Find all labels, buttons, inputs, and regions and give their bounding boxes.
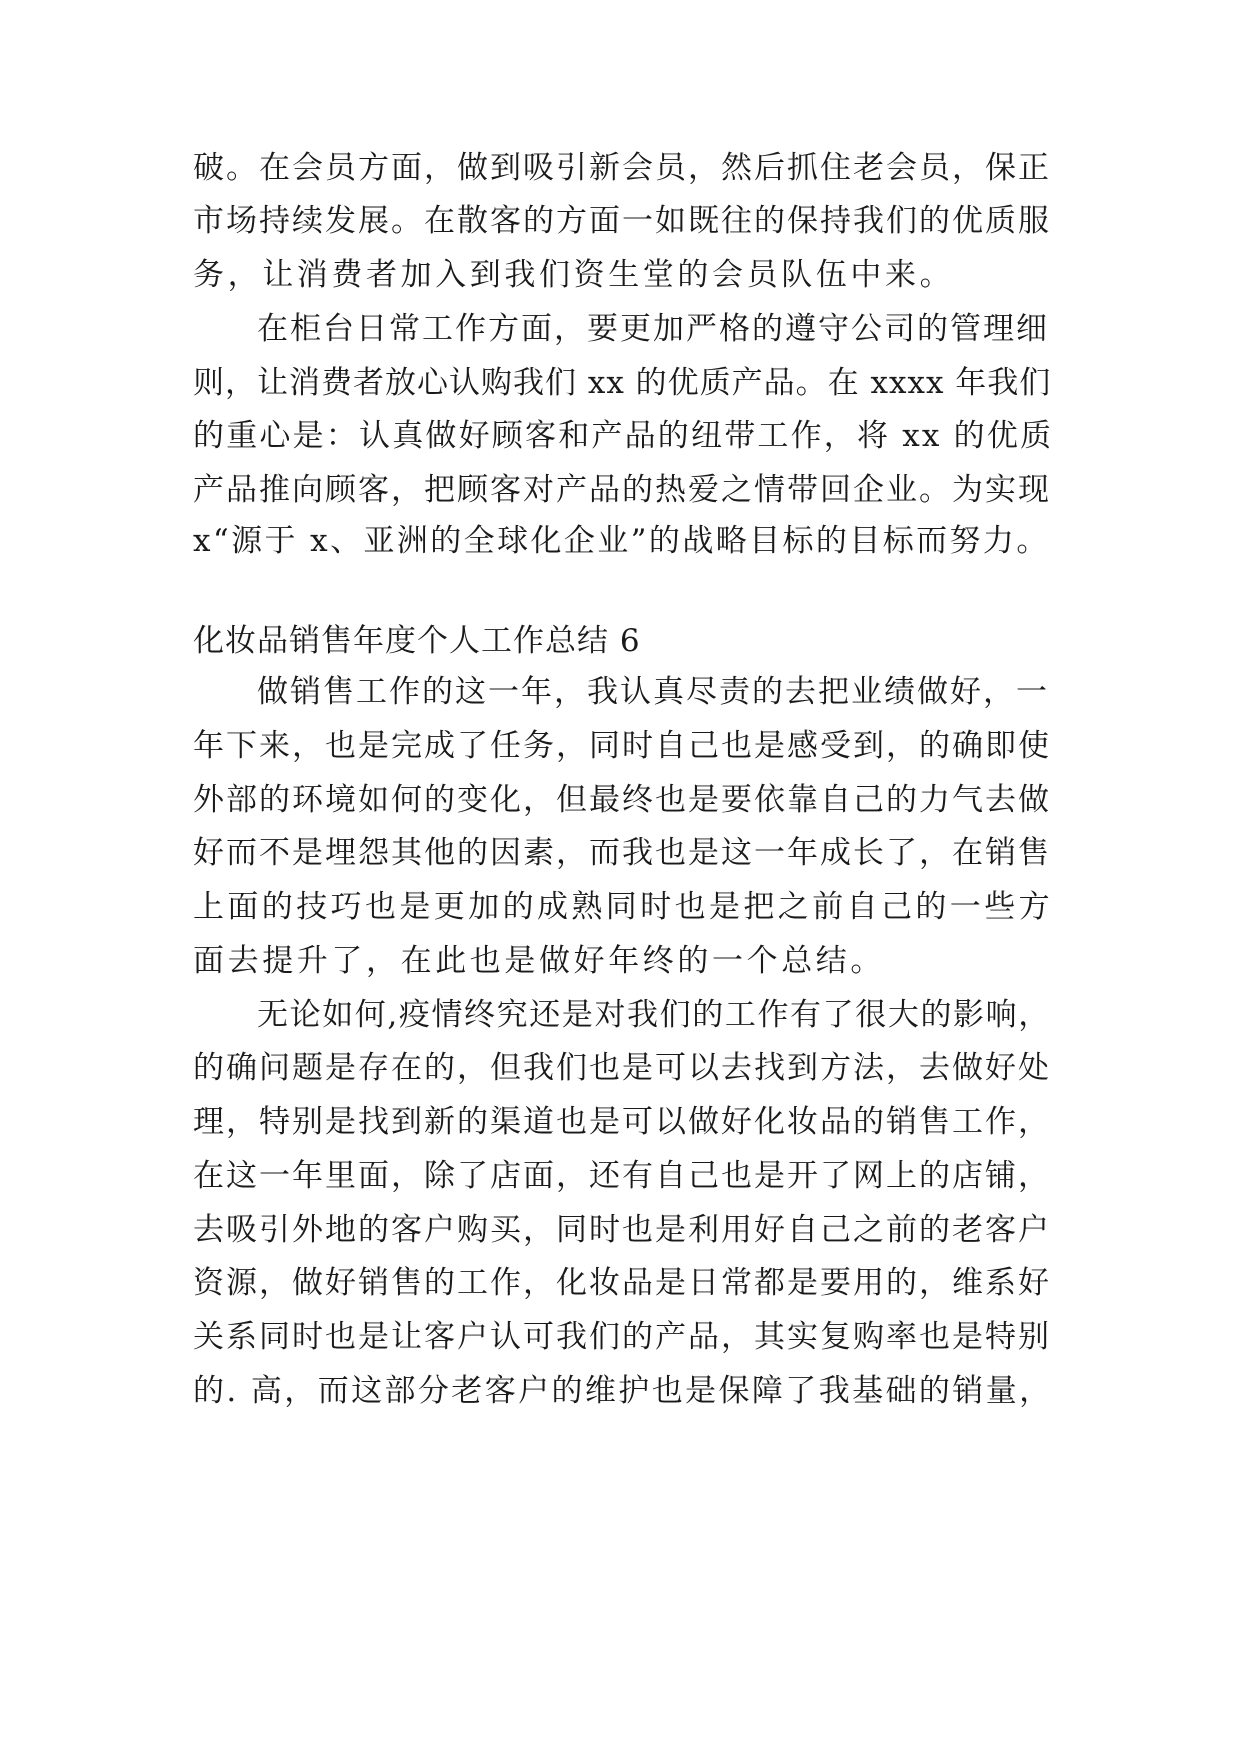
paragraph-line: 年下来，也是完成了任务，同时自己也是感受到，的确即使 xyxy=(193,728,1051,764)
paragraph-first-line: 在柜台日常工作方面，要更加严格的遵守公司的管理细 xyxy=(257,311,1049,347)
paragraph-line: 则，让消费者放心认购我们 xx 的优质产品。在 xxxx 年我们 xyxy=(193,365,1052,401)
paragraph-line: 关系同时也是让客户认可我们的产品，其实复购率也是特别 xyxy=(193,1319,1051,1355)
paragraph-line: 的确问题是存在的，但我们也是可以去找到方法，去做好处 xyxy=(193,1050,1051,1086)
paragraph-line: 去吸引外地的客户购买，同时也是利用好自己之前的老客户 xyxy=(193,1212,1051,1248)
paragraph-line: 外部的环境如何的变化，但最终也是要依靠自己的力气去做 xyxy=(193,782,1051,818)
paragraph-line: x“源于 x、亚洲的全球化企业”的战略目标的目标而努力。 xyxy=(193,523,1050,559)
paragraph-line: 的. 高，而这部分老客户的维护也是保障了我基础的销量， xyxy=(193,1373,1053,1409)
paragraph-first-line: 无论如何,疫情终究还是对我们的工作有了很大的影响， xyxy=(257,997,1051,1033)
paragraph-line: 面去提升了，在此也是做好年终的一个总结。 xyxy=(193,943,885,979)
section-heading: 化妆品销售年度个人工作总结 6 xyxy=(193,623,641,659)
paragraph-line: 好而不是埋怨其他的因素，而我也是这一年成长了，在销售 xyxy=(193,835,1051,871)
paragraph-line: 破。在会员方面，做到吸引新会员，然后抓住老会员，保正 xyxy=(193,150,1051,186)
paragraph-line: 在这一年里面，除了店面，还有自己也是开了网上的店铺， xyxy=(193,1158,1051,1194)
paragraph-line: 产品推向顾客，把顾客对产品的热爱之情带回企业。为实现 xyxy=(193,472,1051,508)
paragraph-line: 务，让消费者加入到我们资生堂的会员队伍中来。 xyxy=(193,257,955,293)
paragraph-line: 上面的技巧也是更加的成熟同时也是把之前自己的一些方 xyxy=(193,889,1053,925)
paragraph-line: 的重心是：认真做好顾客和产品的纽带工作，将 xx 的优质 xyxy=(193,418,1054,454)
paragraph-line: 理，特别是找到新的渠道也是可以做好化妆品的销售工作， xyxy=(193,1104,1051,1140)
paragraph-first-line: 做销售工作的这一年，我认真尽责的去把业绩做好，一 xyxy=(257,674,1049,710)
paragraph-line: 市场持续发展。在散客的方面一如既往的保持我们的优质服 xyxy=(193,203,1051,239)
paragraph-line: 资源，做好销售的工作，化妆品是日常都是要用的，维系好 xyxy=(193,1265,1051,1301)
